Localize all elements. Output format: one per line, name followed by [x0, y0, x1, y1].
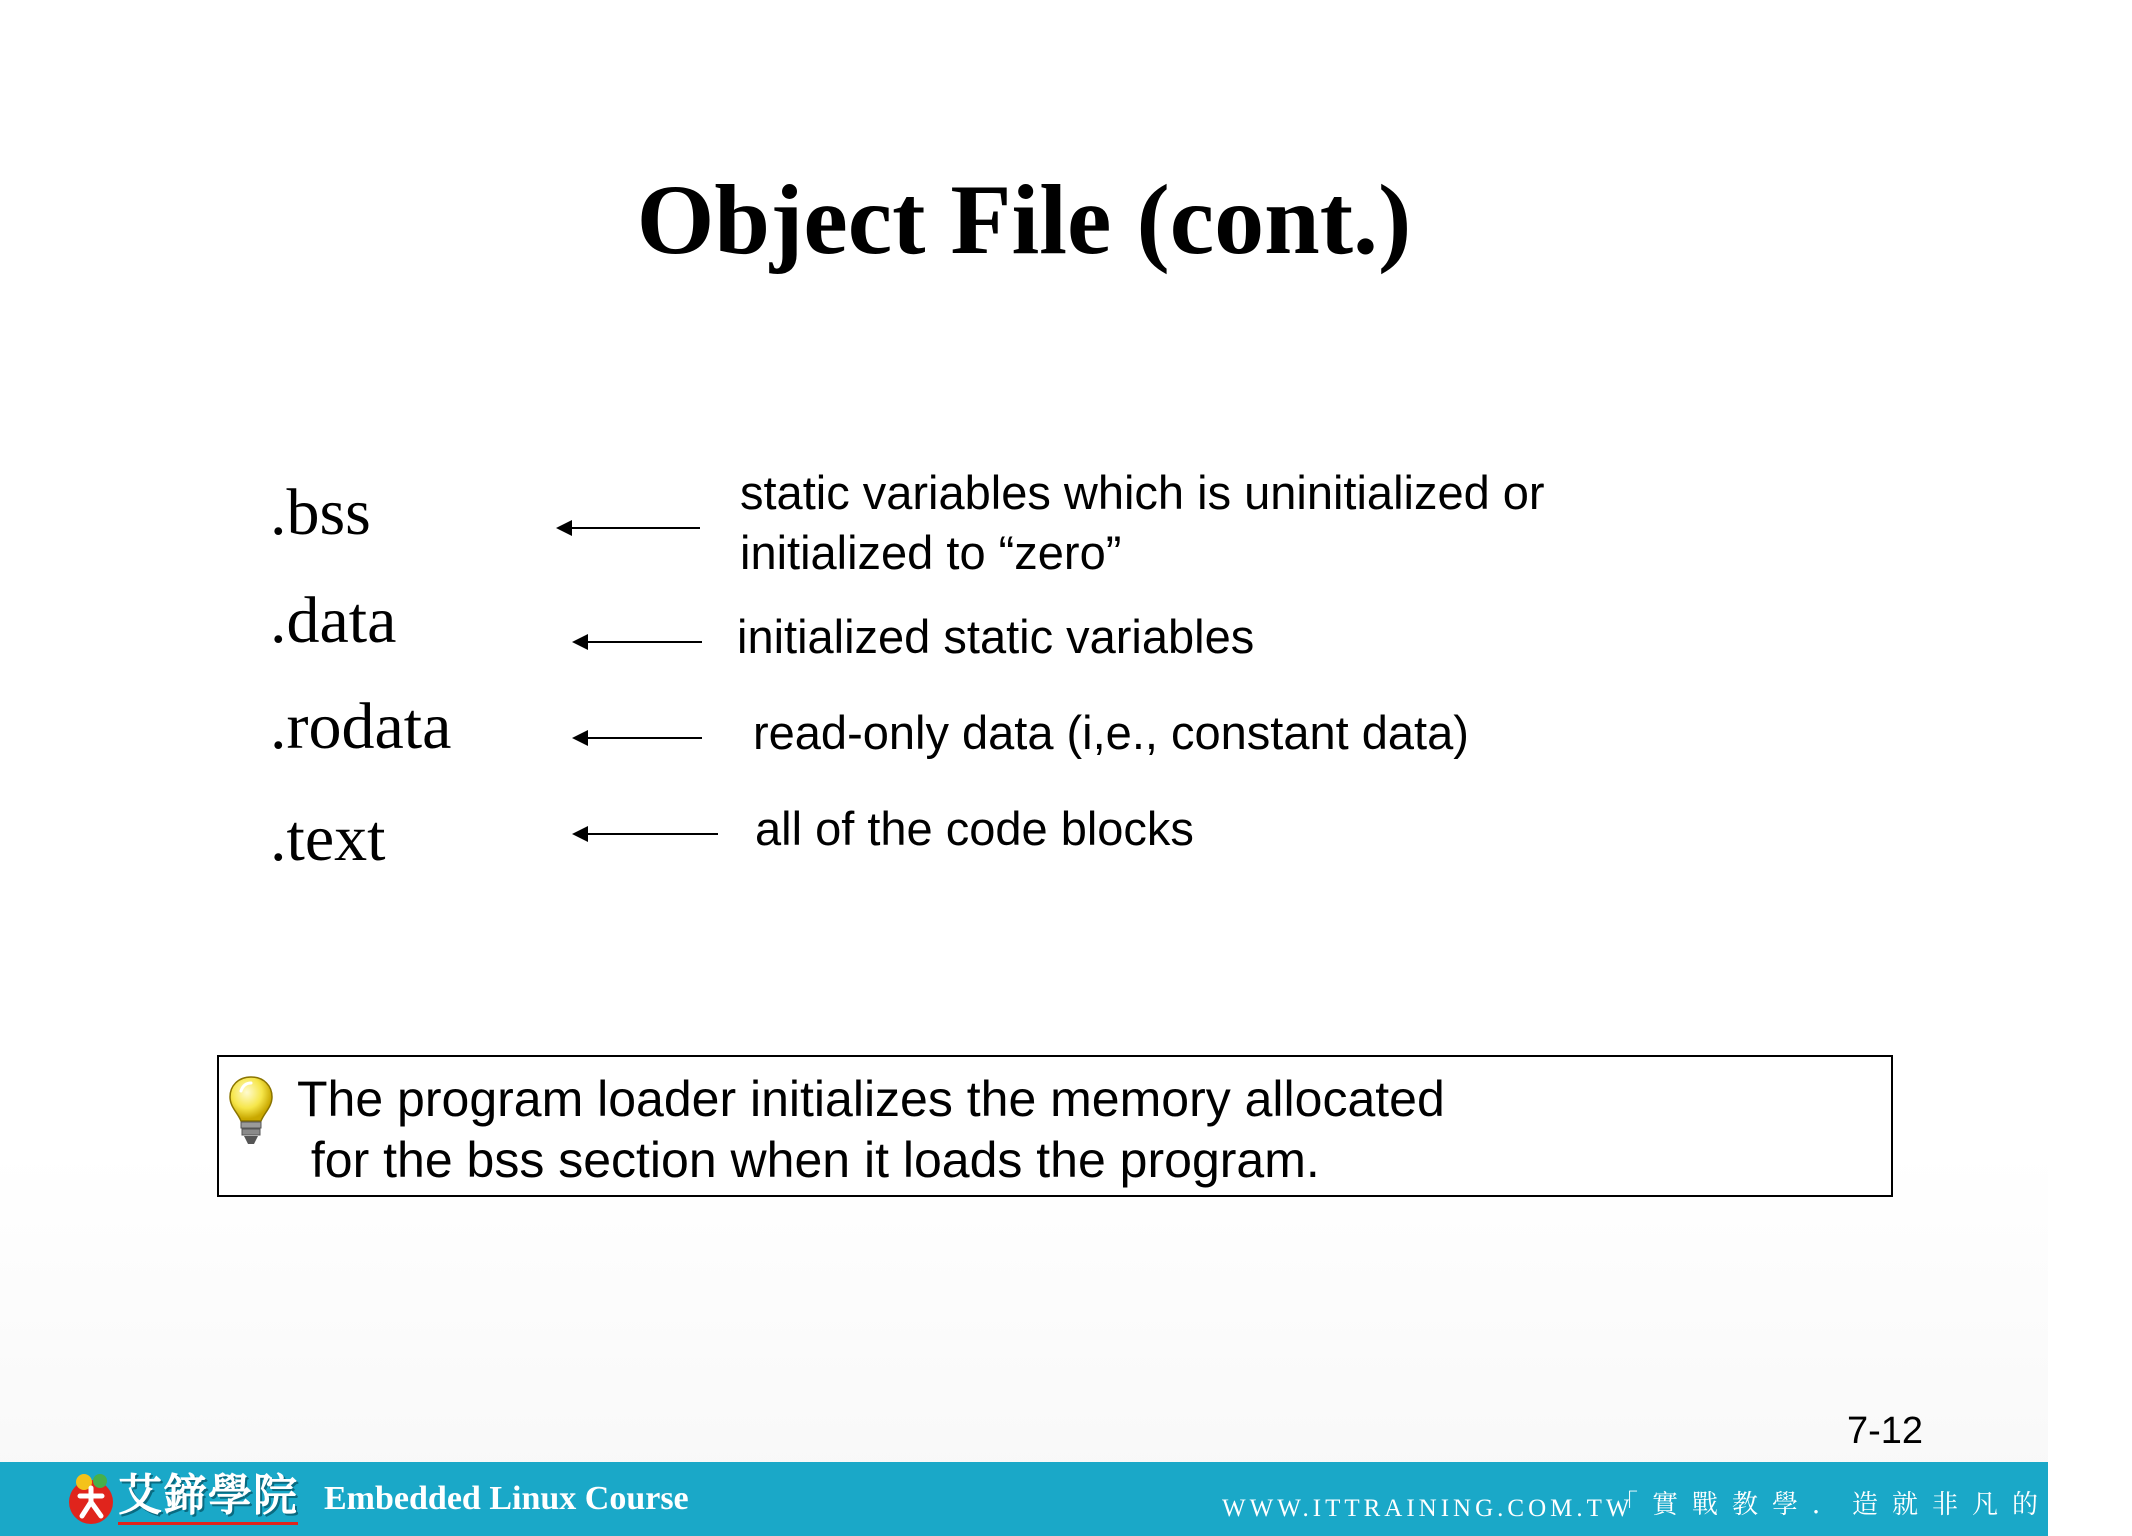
footer-url: WWW.ITTRAINING.COM.TW [1222, 1495, 1634, 1522]
description-line: initialized static variables [737, 610, 1255, 663]
section-name-text: .text [270, 802, 386, 875]
section-description-data [737, 607, 1254, 667]
description-line: all of the code blocks [755, 802, 1194, 855]
section-description-rodata [753, 703, 1469, 763]
arrow-left-icon [574, 737, 702, 739]
description-line: initialized to “zero” [740, 526, 1122, 579]
description-line: static variables which is uninitialized or [740, 466, 1545, 519]
section-name-rodata: .rodata [270, 690, 452, 763]
note-line: for the bss section when it loads the program. [297, 1132, 1320, 1188]
section-description-text [755, 799, 1194, 859]
section-name-bss: .bss [270, 476, 371, 549]
section-name-data: .data [270, 584, 397, 657]
note-box [217, 1055, 1893, 1197]
arrow-left-icon [558, 527, 700, 529]
logo-text: 艾鍗學院 [118, 1470, 298, 1525]
page-number: 7-12 [1846, 1410, 1923, 1452]
arrow-left-icon [574, 833, 718, 835]
footer-slogan: 「實戰教學．造就非凡的你」 [1612, 1490, 2132, 1520]
lightbulb-icon [227, 1075, 275, 1147]
slide-title: Object File (cont.) [636, 164, 1412, 275]
footer-bar [0, 1462, 2132, 1536]
arrow-left-icon [574, 641, 702, 643]
logo-icon [66, 1472, 116, 1526]
section-description-bss [740, 463, 1545, 583]
note-text [297, 1069, 1445, 1191]
course-name: Embedded Linux Course [324, 1480, 689, 1517]
description-line: read-only data (i,e., constant data) [753, 706, 1469, 759]
note-line: The program loader initializes the memory allocated [297, 1071, 1445, 1127]
